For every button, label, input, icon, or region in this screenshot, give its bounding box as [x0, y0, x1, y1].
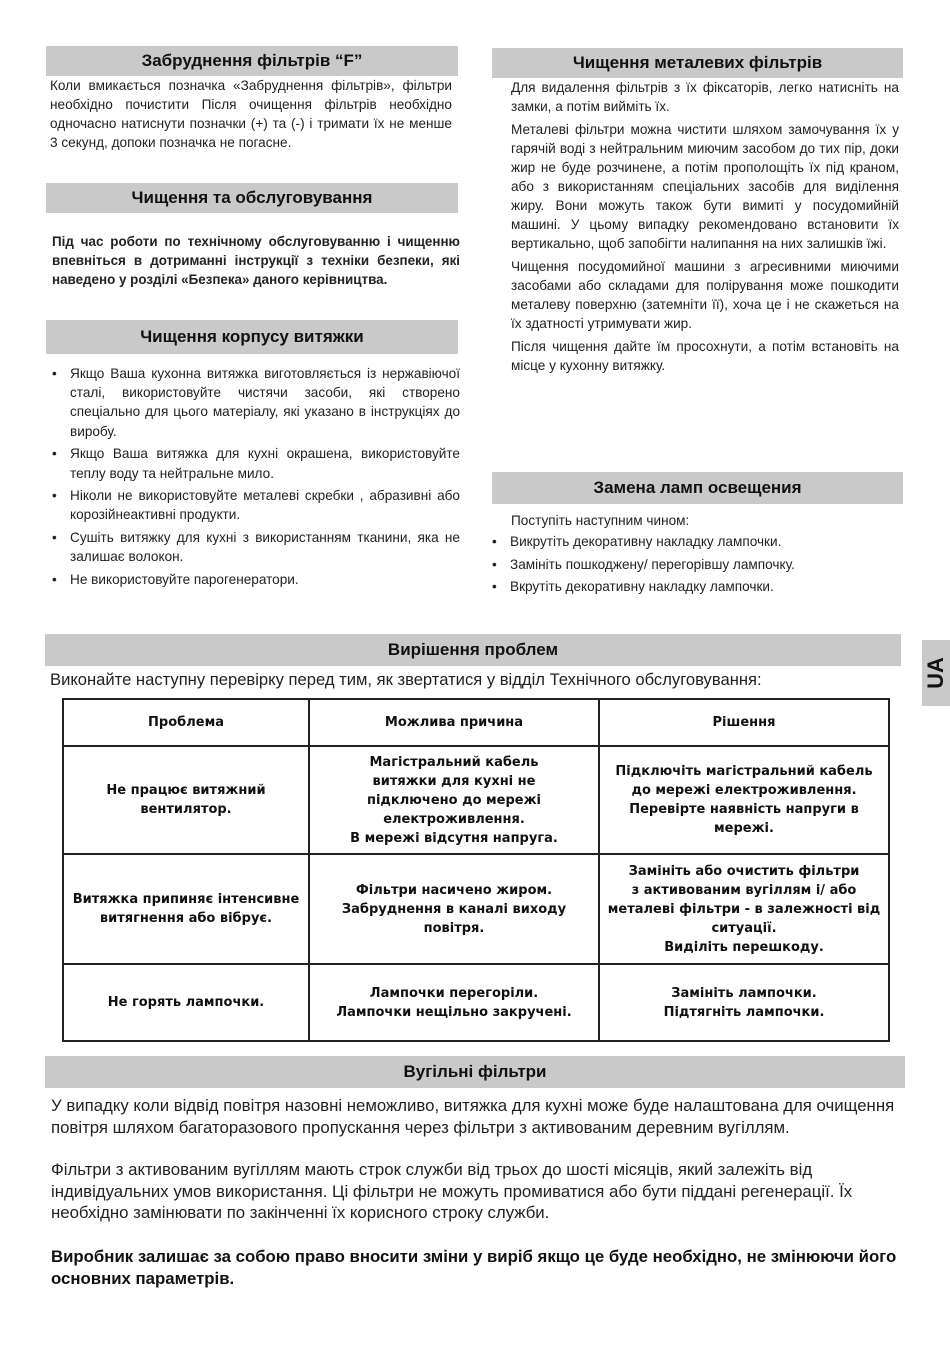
table-cell: Замініть або очистить фільтри з активованим вугіллям і/ або металеві фільтри - в залежності від ситуації. Виділіть перешкоду. [599, 854, 889, 964]
language-tab [922, 640, 950, 706]
table-cell: Витяжка припиняє інтенсивне витягнення або вібрує. [63, 854, 309, 964]
list-item: • Якщо Ваша кухонна витяжка виготовляється із нержавіючої сталі, використовуйте чистячи засоби, які створено спеціально для цього матеріалу, які указано в інструкціях до виробу. [50, 364, 460, 441]
list-item: • Не використовуйте парогенератори. [50, 570, 460, 589]
table-cell: Фільтри насичено жиром. Забруднення в каналі виходу повітря. [309, 854, 599, 964]
carbon-filters-p2: Фільтри з активованим вугіллям мають строк служби від трьох до шості місяців, який залежіть від індивідуальних умов використання. Ці фільтри не можуть промиватися або бути піддані регенерації. Їх необхідно замінювати по закінченні їх корисного строку служби. [51, 1160, 853, 1223]
header-solution: Рішення [599, 699, 889, 746]
table-cell: Не горять лампочки. [63, 964, 309, 1041]
table-header-row [63, 699, 889, 746]
troubleshooting-title: Вирішення проблем [45, 634, 901, 666]
manufacturer-note: Виробник залишає за собою право вносити зміни у виріб якщо це буде необхідно, не змінюючи його основних параметрів. [51, 1247, 897, 1288]
list-item: • Якщо Ваша витяжка для кухні окрашена, використовуйте теплу воду та нейтральне мило. [50, 444, 460, 482]
metal-filters-body [511, 78, 899, 375]
table-cell: Не працює витяжний вентилятор. [63, 746, 309, 854]
lamps-title: Замена ламп освещения [492, 472, 903, 504]
table-row [63, 964, 889, 1041]
metal-filters-p4: Після чищення дайте їм просохнути, а потім встановіть на місце у кухонну витяжку. [511, 339, 899, 373]
table-row [63, 746, 889, 854]
carbon-filters-p1: У випадку коли відвід повітря назовні неможливо, витяжка для кухні може буде налаштована для очищення повітря шляхом багаторазового пропускання через фільтри з активованим деревним вугіллям. [51, 1096, 895, 1137]
filters-f-title: Забруднення фільтрів “F” [46, 46, 458, 76]
language-tab-label: UA [923, 657, 948, 689]
troubleshooting-intro: Виконайте наступну перевірку перед тим, як звертатися у відділ Технічного обслуговування: [50, 670, 762, 689]
body-cleaning-title: Чищення корпусу витяжки [46, 320, 458, 354]
maintenance-warning: Під час роботи по технічному обслуговуванню і чищенню впевніться в дотриманні інструкції з техніки безпеки, які наведено у розділі «Безпека» даного керівництва. [52, 234, 460, 287]
metal-filters-p3: Чищення посудомийної машини з агресивними миючими засобами або складами для полірування може пошкодити металеву поверхню (затемніти її), хоча це і не скажеться на їх здатності утримувати жир. [511, 259, 899, 331]
list-item: • Замініть пошкоджену/ перегорівшу лампочку. [490, 555, 900, 574]
list-item: • Викрутіть декоративну накладку лампочки. [490, 532, 900, 551]
table-row [63, 854, 889, 964]
table-cell: Лампочки перегоріли. Лампочки нещільно закручені. [309, 964, 599, 1041]
list-item: • Ніколи не використовуйте металеві скребки , абразивні або корозійнеактивні продукти. [50, 486, 460, 524]
carbon-filters-title: Вугільні фільтри [45, 1056, 905, 1088]
list-item: • Сушіть витяжку для кухні з використанням тканини, яка не залишає волокон. [50, 528, 460, 566]
body-cleaning-list [50, 364, 460, 593]
lamps-list [490, 532, 900, 600]
metal-filters-p2: Металеві фільтри можна чистити шляхом замочування їх у гарячій воді з нейтральним миючим засобом до тих пір, доки жир не буде розчинене, а потім прополощіть їх під краном, або з використанням спеціальних засобів для виділення жиру. Вони можуть також бути вимиті у посудомийній машині. У цьому випадку рекомендовано встановити їх вертикально, щоб запобігти налипання на них залишків їжі. [511, 122, 899, 251]
table-cell: Замініть лампочки. Підтягніть лампочки. [599, 964, 889, 1041]
header-problem: Проблема [63, 699, 309, 746]
filters-f-text: Коли вмикається позначка «Забруднення фільтрів», фільтри необхідно почистити Після очищення фільтрів необхідно одночасно натиснути позначки (+) та (-) і тримати їх не менше 3 секунд, допоки позначка не погасне. [50, 78, 452, 150]
table-cell: Магістральний кабель витяжки для кухні не підключено до мережі електроживлення. В мережі відсутня напруга. [309, 746, 599, 854]
metal-filters-title: Чищення металевих фільтрів [492, 48, 903, 78]
maintenance-title: Чищення та обслуговування [46, 183, 458, 213]
lamps-intro: Поступіть наступним чином: [511, 513, 690, 528]
header-cause: Можлива причина [309, 699, 599, 746]
list-item: • Вкрутіть декоративну накладку лампочки. [490, 577, 900, 596]
troubleshooting-table [62, 698, 890, 1042]
table-cell: Підключіть магістральний кабель до мережі електроживлення. Перевірте наявність напруги в мережі. [599, 746, 889, 854]
metal-filters-p1: Для видалення фільтрів з їх фіксаторів, легко натисніть на замки, а потім вийміть їх. [511, 80, 899, 114]
